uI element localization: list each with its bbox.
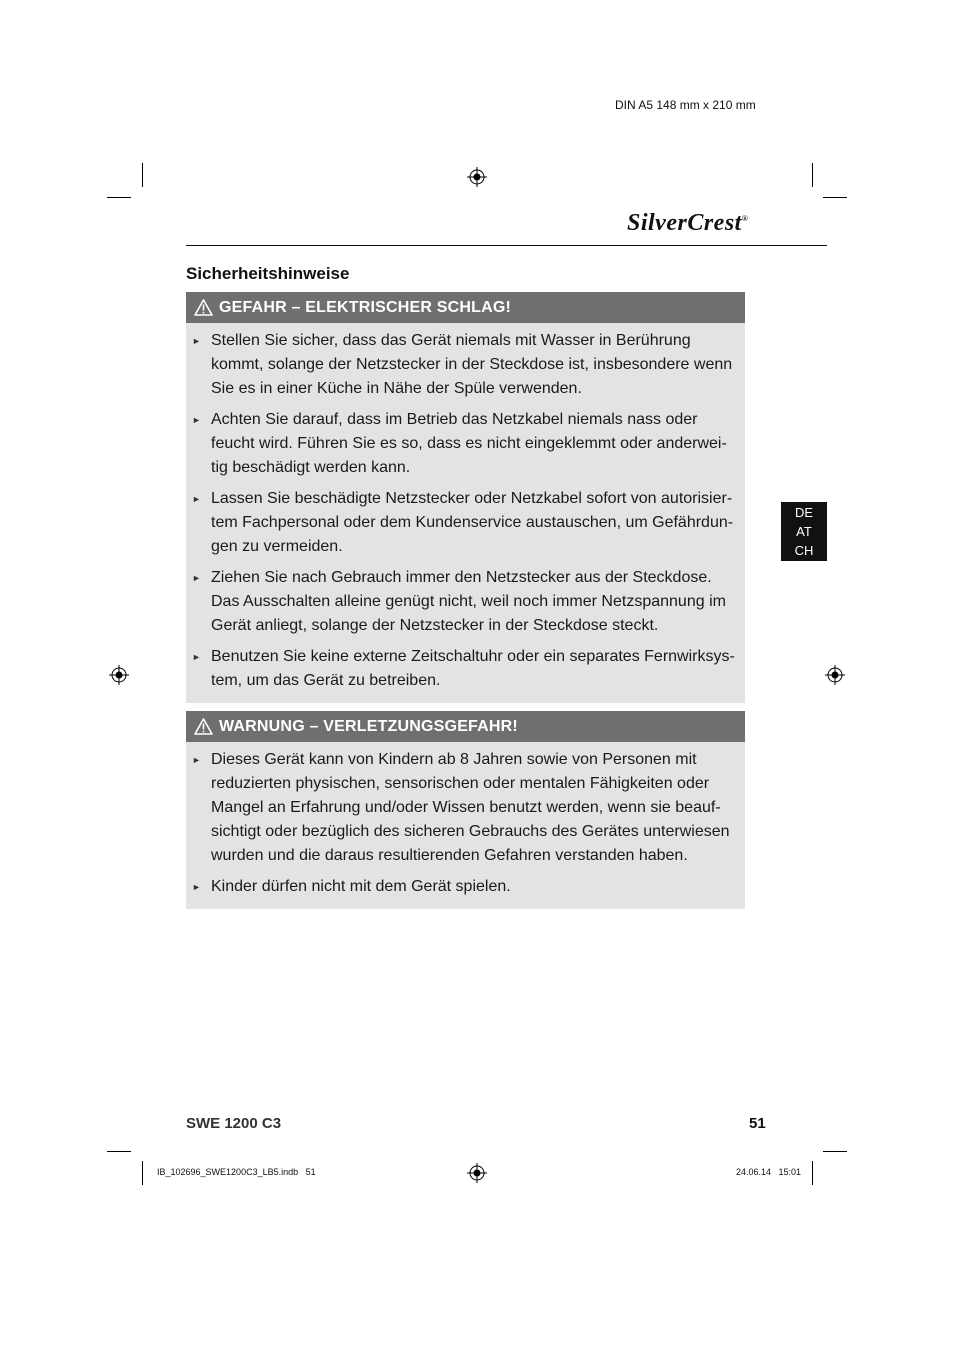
language-code: CH [794,543,814,558]
list-item [192,645,735,693]
triangle-bullet-icon: ► [192,336,201,346]
slug-file: IB_102696_SWE1200C3_LB5.indb 51 [157,1167,316,1177]
list-item [192,748,735,868]
registration-mark-icon [109,665,129,685]
list-item [192,408,735,480]
hazard-box-electric-shock [186,292,745,703]
crop-mark [107,1151,131,1152]
crop-mark [812,1161,813,1185]
triangle-bullet-icon: ► [192,652,201,662]
triangle-bullet-icon: ► [192,415,201,425]
list-item [192,566,735,638]
language-code: DE [794,505,814,520]
registration-mark-icon [467,1163,487,1183]
list-item-text: Lassen Sie beschädigte Netzstecker oder Netzkabel sofort von autorisier-tem Fachpersonal oder dem Kundenservice austauschen, um Gefährdun-gen zu vermeiden. [211,490,734,555]
brand-name: SilverCrest [627,210,742,236]
registration-mark-icon [825,665,845,685]
list-item-text: Ziehen Sie nach Gebrauch immer den Netzstecker aus der Steckdose. Das Ausschalten alleine genügt nicht, weil noch immer Netzspannung im Gerät anliegt, solange der Netzstecker in der Steckdose steckt. [211,569,726,634]
list-item [192,487,735,559]
list-item-text: Benutzen Sie keine externe Zeitschaltuhr oder ein separates Fernwirksys-tem, um das Gerät zu betreiben. [211,648,735,689]
crop-mark [812,163,813,187]
hazard-heading-text: GEFAHR – ELEKTRISCHER SCHLAG! [219,298,512,316]
hazard-box-injury [186,711,745,909]
brand-mark: ® [741,214,749,223]
list-item-text: Stellen Sie sicher, dass das Gerät niemals mit Wasser in Berührung kommt, solange der Netzstecker in der Steckdose ist, insbesondere wenn Sie es in einer Küche in Nähe der Spüle verwenden. [211,332,733,397]
format-note: DIN A5 148 mm x 210 mm [615,98,756,112]
crop-mark [823,197,847,198]
list-item [192,329,735,401]
hazard-heading [186,292,745,323]
triangle-bullet-icon: ► [192,573,201,583]
crop-mark [823,1151,847,1152]
footer-model: SWE 1200 C3 [186,1115,282,1132]
header-rule [186,245,827,246]
triangle-bullet-icon: ► [192,882,201,892]
hazard-list [186,742,745,909]
list-item-text: Achten Sie darauf, dass im Betrieb das Netzkabel niemals nass oder feucht wird. Führen Sie es so, dass es nicht eingeklemmt oder anderwei-tig beschädigt werden kann. [211,411,727,476]
registration-mark-icon [467,167,487,187]
list-item-text: Dieses Gerät kann von Kindern ab 8 Jahren sowie von Personen mit reduzierten physischen, sensorischen oder mentalen Fähigkeiten oder Mangel an Erfahrung und/oder Wissen benutzt werden, wenn sie beauf-sichtigt oder bezüglich des sicheren Gebrauchs des Gerätes unterwiesen wurden und die daraus resultierenden Gefahren verstanden haben. [211,751,730,864]
hazard-heading [186,711,745,742]
hazard-list [186,323,745,703]
brand-logo [627,210,748,237]
list-item-text: Kinder dürfen nicht mit dem Gerät spielen. [211,878,511,895]
triangle-bullet-icon: ► [192,755,201,765]
triangle-bullet-icon: ► [192,494,201,504]
section-title: Sicherheitshinweise [186,264,350,283]
warning-triangle-icon [194,299,213,316]
page-number: 51 [749,1115,766,1132]
crop-mark [142,1161,143,1185]
crop-mark [107,197,131,198]
language-code: AT [796,524,812,539]
language-tab [781,502,827,561]
hazard-heading-text: WARNUNG – VERLETZUNGSGEFAHR! [219,717,518,735]
crop-mark [142,163,143,187]
warning-triangle-icon [194,718,213,735]
slug-date: 24.06.14 15:01 [736,1167,802,1177]
list-item [192,875,735,899]
